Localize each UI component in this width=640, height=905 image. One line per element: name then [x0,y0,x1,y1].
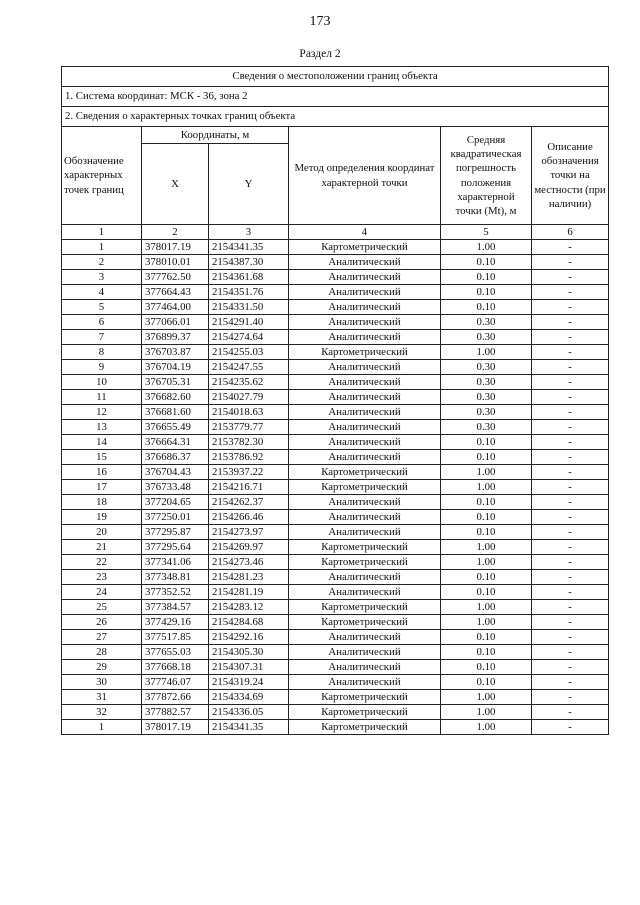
table-row [62,480,609,495]
cell-x: 377762.50 [142,270,209,285]
cell-error: 0.10 [441,660,532,675]
cell-description: - [532,405,609,420]
table-row [62,600,609,615]
column-number: 1 [62,225,142,240]
cell-y: 2154331.50 [209,300,289,315]
cell-x: 377341.06 [142,555,209,570]
cell-error: 0.10 [441,255,532,270]
table-row [62,630,609,645]
cell-point: 10 [62,375,142,390]
cell-error: 0.10 [441,435,532,450]
cell-x: 377204.65 [142,495,209,510]
cell-method: Картометрический [289,690,441,705]
cell-point: 27 [62,630,142,645]
table-row [62,345,609,360]
cell-description: - [532,540,609,555]
cell-y: 2154341.35 [209,720,289,735]
header-point: Обозначение характерных точек границ [62,127,142,225]
cell-point: 17 [62,480,142,495]
cell-y: 2154292.16 [209,630,289,645]
cell-point: 23 [62,570,142,585]
cell-method: Аналитический [289,675,441,690]
cell-x: 376704.19 [142,360,209,375]
cell-description: - [532,270,609,285]
cell-description: - [532,450,609,465]
table-row [62,540,609,555]
cell-description: - [532,255,609,270]
cell-method: Аналитический [289,375,441,390]
cell-method: Аналитический [289,270,441,285]
cell-x: 376664.31 [142,435,209,450]
cell-description: - [532,330,609,345]
cell-y: 2154273.97 [209,525,289,540]
cell-y: 2154361.68 [209,270,289,285]
cell-y: 2154247.55 [209,360,289,375]
column-number-row [62,225,609,240]
table-row [62,450,609,465]
cell-description: - [532,315,609,330]
cell-x: 377295.87 [142,525,209,540]
cell-point: 9 [62,360,142,375]
cell-description: - [532,300,609,315]
cell-point: 20 [62,525,142,540]
cell-description: - [532,420,609,435]
cell-error: 0.30 [441,330,532,345]
cell-method: Картометрический [289,240,441,255]
cell-x: 378010.01 [142,255,209,270]
cell-point: 25 [62,600,142,615]
cell-point: 32 [62,705,142,720]
cell-description: - [532,570,609,585]
cell-y: 2154281.19 [209,585,289,600]
cell-method: Аналитический [289,330,441,345]
cell-point: 1 [62,240,142,255]
cell-method: Аналитический [289,495,441,510]
cell-error: 1.00 [441,615,532,630]
header-x: X [142,144,209,225]
cell-method: Аналитический [289,660,441,675]
cell-point: 15 [62,450,142,465]
cell-method: Картометрический [289,555,441,570]
cell-y: 2154262.37 [209,495,289,510]
cell-method: Картометрический [289,705,441,720]
table-row [62,300,609,315]
column-number: 3 [209,225,289,240]
cell-description: - [532,645,609,660]
table-row [62,465,609,480]
cell-x: 376681.60 [142,405,209,420]
table-row [62,585,609,600]
cell-x: 378017.19 [142,240,209,255]
cell-error: 0.10 [441,495,532,510]
table-row [62,255,609,270]
cell-y: 2154291.40 [209,315,289,330]
cell-description: - [532,435,609,450]
cell-x: 377295.64 [142,540,209,555]
cell-description: - [532,630,609,645]
table-row [62,390,609,405]
table-row [62,615,609,630]
cell-method: Аналитический [289,510,441,525]
page-number: 173 [309,14,331,29]
cell-error: 1.00 [441,555,532,570]
section-title: Раздел 2 [299,48,341,60]
cell-method: Аналитический [289,390,441,405]
cell-method: Картометрический [289,600,441,615]
cell-method: Картометрический [289,615,441,630]
cell-description: - [532,375,609,390]
cell-method: Аналитический [289,300,441,315]
cell-error: 0.10 [441,525,532,540]
cell-description: - [532,615,609,630]
cell-point: 30 [62,675,142,690]
cell-y: 2154216.71 [209,480,289,495]
cell-y: 2153782.30 [209,435,289,450]
header-y: Y [209,144,289,225]
cell-y: 2154018.63 [209,405,289,420]
cell-error: 0.30 [441,420,532,435]
cell-y: 2154336.05 [209,705,289,720]
cell-x: 377066.01 [142,315,209,330]
cell-point: 6 [62,315,142,330]
cell-x: 377464.00 [142,300,209,315]
cell-description: - [532,600,609,615]
points-caption-line: 2. Сведения о характерных точках границ объекта [62,107,609,127]
cell-x: 376682.60 [142,390,209,405]
cell-error: 0.10 [441,450,532,465]
table-body [62,67,609,735]
table-row [62,510,609,525]
cell-y: 2154255.03 [209,345,289,360]
header-row-top [62,127,609,144]
cell-y: 2154281.23 [209,570,289,585]
cell-x: 377348.81 [142,570,209,585]
cell-point: 2 [62,255,142,270]
cell-y: 2154341.35 [209,240,289,255]
cell-y: 2154273.46 [209,555,289,570]
cell-point: 29 [62,660,142,675]
cell-method: Аналитический [289,630,441,645]
column-number: 4 [289,225,441,240]
header-description: Описание обозначения точки на местности (при наличии) [532,127,609,225]
table-row [62,690,609,705]
column-number: 6 [532,225,609,240]
cell-description: - [532,465,609,480]
cell-description: - [532,345,609,360]
table-row [62,285,609,300]
cell-description: - [532,660,609,675]
cell-description: - [532,240,609,255]
cell-method: Аналитический [289,360,441,375]
cell-x: 377352.52 [142,585,209,600]
table-row [62,675,609,690]
cell-error: 0.10 [441,675,532,690]
cell-error: 1.00 [441,540,532,555]
table-row [62,660,609,675]
cell-x: 376899.37 [142,330,209,345]
cell-error: 1.00 [441,600,532,615]
cell-y: 2154283.12 [209,600,289,615]
header-error: Средняя квадратическая погрешность положения характерной точки (Mt), м [441,127,532,225]
cell-y: 2153779.77 [209,420,289,435]
cell-method: Аналитический [289,420,441,435]
table-banner: Сведения о местоположении границ объекта [62,67,609,87]
cell-error: 0.10 [441,570,532,585]
boundary-points-table [61,66,609,735]
cell-error: 0.30 [441,315,532,330]
cell-x: 377668.18 [142,660,209,675]
cell-point: 7 [62,330,142,345]
cell-x: 377664.43 [142,285,209,300]
cell-point: 1 [62,720,142,735]
cell-method: Аналитический [289,315,441,330]
cell-method: Картометрический [289,480,441,495]
cell-point: 14 [62,435,142,450]
table-row [62,240,609,255]
cell-point: 26 [62,615,142,630]
header-coordinates: Координаты, м [142,127,289,144]
cell-error: 1.00 [441,720,532,735]
cell-method: Аналитический [289,405,441,420]
cell-description: - [532,285,609,300]
cell-x: 377746.07 [142,675,209,690]
points-caption-row [62,107,609,127]
cell-point: 21 [62,540,142,555]
cell-point: 16 [62,465,142,480]
cell-method: Картометрический [289,345,441,360]
cell-point: 19 [62,510,142,525]
cell-error: 0.30 [441,405,532,420]
cell-method: Аналитический [289,435,441,450]
cell-method: Картометрический [289,540,441,555]
cell-error: 0.10 [441,285,532,300]
table-row [62,315,609,330]
coordinate-system-line: 1. Система координат: МСК - 36, зона 2 [62,87,609,107]
cell-y: 2154334.69 [209,690,289,705]
cell-description: - [532,690,609,705]
cell-x: 376704.43 [142,465,209,480]
cell-description: - [532,705,609,720]
banner-row [62,67,609,87]
cell-description: - [532,525,609,540]
cell-y: 2153786.92 [209,450,289,465]
cell-point: 22 [62,555,142,570]
cell-y: 2154235.62 [209,375,289,390]
cell-error: 1.00 [441,705,532,720]
header-method: Метод определения координат характерной точки [289,127,441,225]
cell-error: 1.00 [441,345,532,360]
cell-error: 0.10 [441,270,532,285]
cell-y: 2154307.31 [209,660,289,675]
cell-x: 378017.19 [142,720,209,735]
cell-x: 377517.85 [142,630,209,645]
table-row [62,435,609,450]
cell-y: 2154274.64 [209,330,289,345]
cell-description: - [532,510,609,525]
cell-x: 376655.49 [142,420,209,435]
cell-description: - [532,675,609,690]
cell-error: 0.30 [441,375,532,390]
cell-error: 0.10 [441,510,532,525]
cell-x: 376705.31 [142,375,209,390]
cell-description: - [532,480,609,495]
cell-error: 1.00 [441,480,532,495]
cell-method: Аналитический [289,645,441,660]
cell-x: 376703.87 [142,345,209,360]
cell-error: 1.00 [441,240,532,255]
cell-x: 377872.66 [142,690,209,705]
cell-y: 2154305.30 [209,645,289,660]
cell-x: 377384.57 [142,600,209,615]
cell-method: Аналитический [289,570,441,585]
cell-y: 2154319.24 [209,675,289,690]
cell-method: Аналитический [289,285,441,300]
cell-method: Аналитический [289,585,441,600]
cell-method: Картометрический [289,720,441,735]
table-row [62,570,609,585]
cell-point: 28 [62,645,142,660]
cell-x: 377882.57 [142,705,209,720]
cell-method: Аналитический [289,450,441,465]
cell-point: 18 [62,495,142,510]
cell-error: 1.00 [441,690,532,705]
cell-point: 3 [62,270,142,285]
system-row [62,87,609,107]
table-row [62,720,609,735]
cell-method: Аналитический [289,255,441,270]
cell-y: 2154269.97 [209,540,289,555]
column-number: 2 [142,225,209,240]
cell-point: 4 [62,285,142,300]
cell-y: 2154266.46 [209,510,289,525]
cell-description: - [532,360,609,375]
cell-y: 2153937.22 [209,465,289,480]
cell-error: 1.00 [441,465,532,480]
table-row [62,375,609,390]
cell-x: 377429.16 [142,615,209,630]
table-row [62,360,609,375]
cell-x: 377250.01 [142,510,209,525]
table-row [62,330,609,345]
cell-y: 2154351.76 [209,285,289,300]
cell-point: 8 [62,345,142,360]
cell-point: 12 [62,405,142,420]
cell-point: 13 [62,420,142,435]
cell-description: - [532,495,609,510]
cell-error: 0.30 [441,390,532,405]
table-row [62,405,609,420]
cell-point: 5 [62,300,142,315]
table-row [62,525,609,540]
cell-y: 2154387.30 [209,255,289,270]
table-row [62,495,609,510]
table-row [62,555,609,570]
cell-x: 376733.48 [142,480,209,495]
cell-error: 0.30 [441,360,532,375]
table-row [62,420,609,435]
cell-method: Картометрический [289,465,441,480]
cell-error: 0.10 [441,300,532,315]
cell-point: 24 [62,585,142,600]
cell-point: 11 [62,390,142,405]
table-row [62,705,609,720]
table-row [62,270,609,285]
column-number: 5 [441,225,532,240]
cell-description: - [532,585,609,600]
cell-x: 377655.03 [142,645,209,660]
cell-method: Аналитический [289,525,441,540]
cell-point: 31 [62,690,142,705]
table-row [62,645,609,660]
cell-y: 2154284.68 [209,615,289,630]
cell-x: 376686.37 [142,450,209,465]
cell-description: - [532,390,609,405]
cell-description: - [532,555,609,570]
cell-error: 0.10 [441,630,532,645]
cell-description: - [532,720,609,735]
cell-error: 0.10 [441,585,532,600]
cell-error: 0.10 [441,645,532,660]
cell-y: 2154027.79 [209,390,289,405]
